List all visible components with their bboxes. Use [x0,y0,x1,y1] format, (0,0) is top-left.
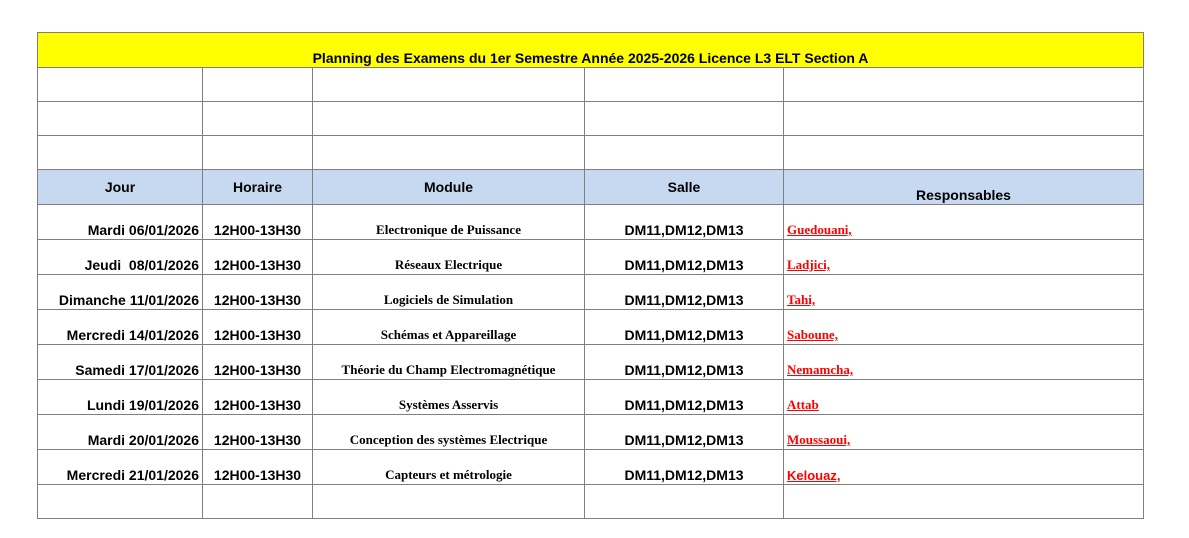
salle-cell[interactable]: DM11,DM12,DM13 [585,310,784,345]
module-cell[interactable]: Capteurs et métrologie [313,450,585,485]
empty-cell[interactable] [784,485,1144,519]
exam-schedule-table [37,32,1144,519]
header-horaire[interactable]: Horaire [203,170,313,205]
empty-cell[interactable] [38,68,203,102]
empty-cell[interactable] [784,102,1144,136]
empty-cell[interactable] [585,68,784,102]
horaire-cell[interactable]: 12H00-13H30 [203,415,313,450]
salle-cell[interactable]: DM11,DM12,DM13 [585,205,784,240]
exam-row [38,310,1144,345]
header-row [38,170,1144,205]
empty-cell[interactable] [313,68,585,102]
jour-cell[interactable]: Samedi 17/01/2026 [38,345,203,380]
responsable-cell[interactable]: Ladjici, [784,240,1144,275]
exam-row [38,205,1144,240]
empty-cell[interactable] [313,102,585,136]
empty-cell[interactable] [784,136,1144,170]
salle-cell[interactable]: DM11,DM12,DM13 [585,345,784,380]
schedule-title[interactable]: Planning des Examens du 1er Semestre Année 2025-2026 Licence L3 ELT Section A [38,33,1144,68]
header-module[interactable]: Module [313,170,585,205]
exam-row [38,415,1144,450]
header-responsables[interactable]: Responsables [784,170,1144,205]
exam-row [38,450,1144,485]
empty-cell[interactable] [203,136,313,170]
module-cell[interactable]: Electronique de Puissance [313,205,585,240]
responsable-cell[interactable]: Nemamcha, [784,345,1144,380]
horaire-cell[interactable]: 12H00-13H30 [203,275,313,310]
empty-cell[interactable] [585,485,784,519]
horaire-cell[interactable]: 12H00-13H30 [203,345,313,380]
empty-cell[interactable] [203,102,313,136]
responsable-cell[interactable]: Attab [784,380,1144,415]
module-cell[interactable]: Réseaux Electrique [313,240,585,275]
exam-row [38,275,1144,310]
empty-row [38,136,1144,170]
empty-cell[interactable] [203,485,313,519]
empty-cell[interactable] [38,485,203,519]
empty-row [38,102,1144,136]
module-cell[interactable]: Théorie du Champ Electromagnétique [313,345,585,380]
salle-cell[interactable]: DM11,DM12,DM13 [585,450,784,485]
empty-row [38,68,1144,102]
jour-cell[interactable]: Mercredi 21/01/2026 [38,450,203,485]
salle-cell[interactable]: DM11,DM12,DM13 [585,380,784,415]
exam-row [38,240,1144,275]
header-salle[interactable]: Salle [585,170,784,205]
exam-row [38,345,1144,380]
responsable-cell[interactable]: Kelouaz, [784,450,1144,485]
jour-cell[interactable]: Dimanche 11/01/2026 [38,275,203,310]
jour-cell[interactable]: Mardi 06/01/2026 [38,205,203,240]
empty-cell[interactable] [784,68,1144,102]
empty-cell[interactable] [38,102,203,136]
title-row [38,33,1144,68]
empty-cell[interactable] [203,68,313,102]
responsable-cell[interactable]: Tahi, [784,275,1144,310]
horaire-cell[interactable]: 12H00-13H30 [203,240,313,275]
module-cell[interactable]: Schémas et Appareillage [313,310,585,345]
empty-cell[interactable] [313,136,585,170]
salle-cell[interactable]: DM11,DM12,DM13 [585,415,784,450]
header-jour[interactable]: Jour [38,170,203,205]
empty-cell[interactable] [313,485,585,519]
module-cell[interactable]: Logiciels de Simulation [313,275,585,310]
jour-cell[interactable]: Mercredi 14/01/2026 [38,310,203,345]
empty-cell[interactable] [585,136,784,170]
salle-cell[interactable]: DM11,DM12,DM13 [585,240,784,275]
empty-cell[interactable] [38,136,203,170]
responsable-cell[interactable]: Saboune, [784,310,1144,345]
responsable-cell[interactable]: Guedouani, [784,205,1144,240]
module-cell[interactable]: Conception des systèmes Electrique [313,415,585,450]
jour-cell[interactable]: Lundi 19/01/2026 [38,380,203,415]
horaire-cell[interactable]: 12H00-13H30 [203,450,313,485]
exam-row [38,380,1144,415]
empty-row [38,485,1144,519]
jour-cell[interactable]: Mardi 20/01/2026 [38,415,203,450]
horaire-cell[interactable]: 12H00-13H30 [203,380,313,415]
module-cell[interactable]: Systèmes Asservis [313,380,585,415]
jour-cell[interactable]: Jeudi 08/01/2026 [38,240,203,275]
empty-cell[interactable] [585,102,784,136]
exam-schedule-sheet [37,32,1143,519]
salle-cell[interactable]: DM11,DM12,DM13 [585,275,784,310]
horaire-cell[interactable]: 12H00-13H30 [203,310,313,345]
responsable-cell[interactable]: Moussaoui, [784,415,1144,450]
horaire-cell[interactable]: 12H00-13H30 [203,205,313,240]
